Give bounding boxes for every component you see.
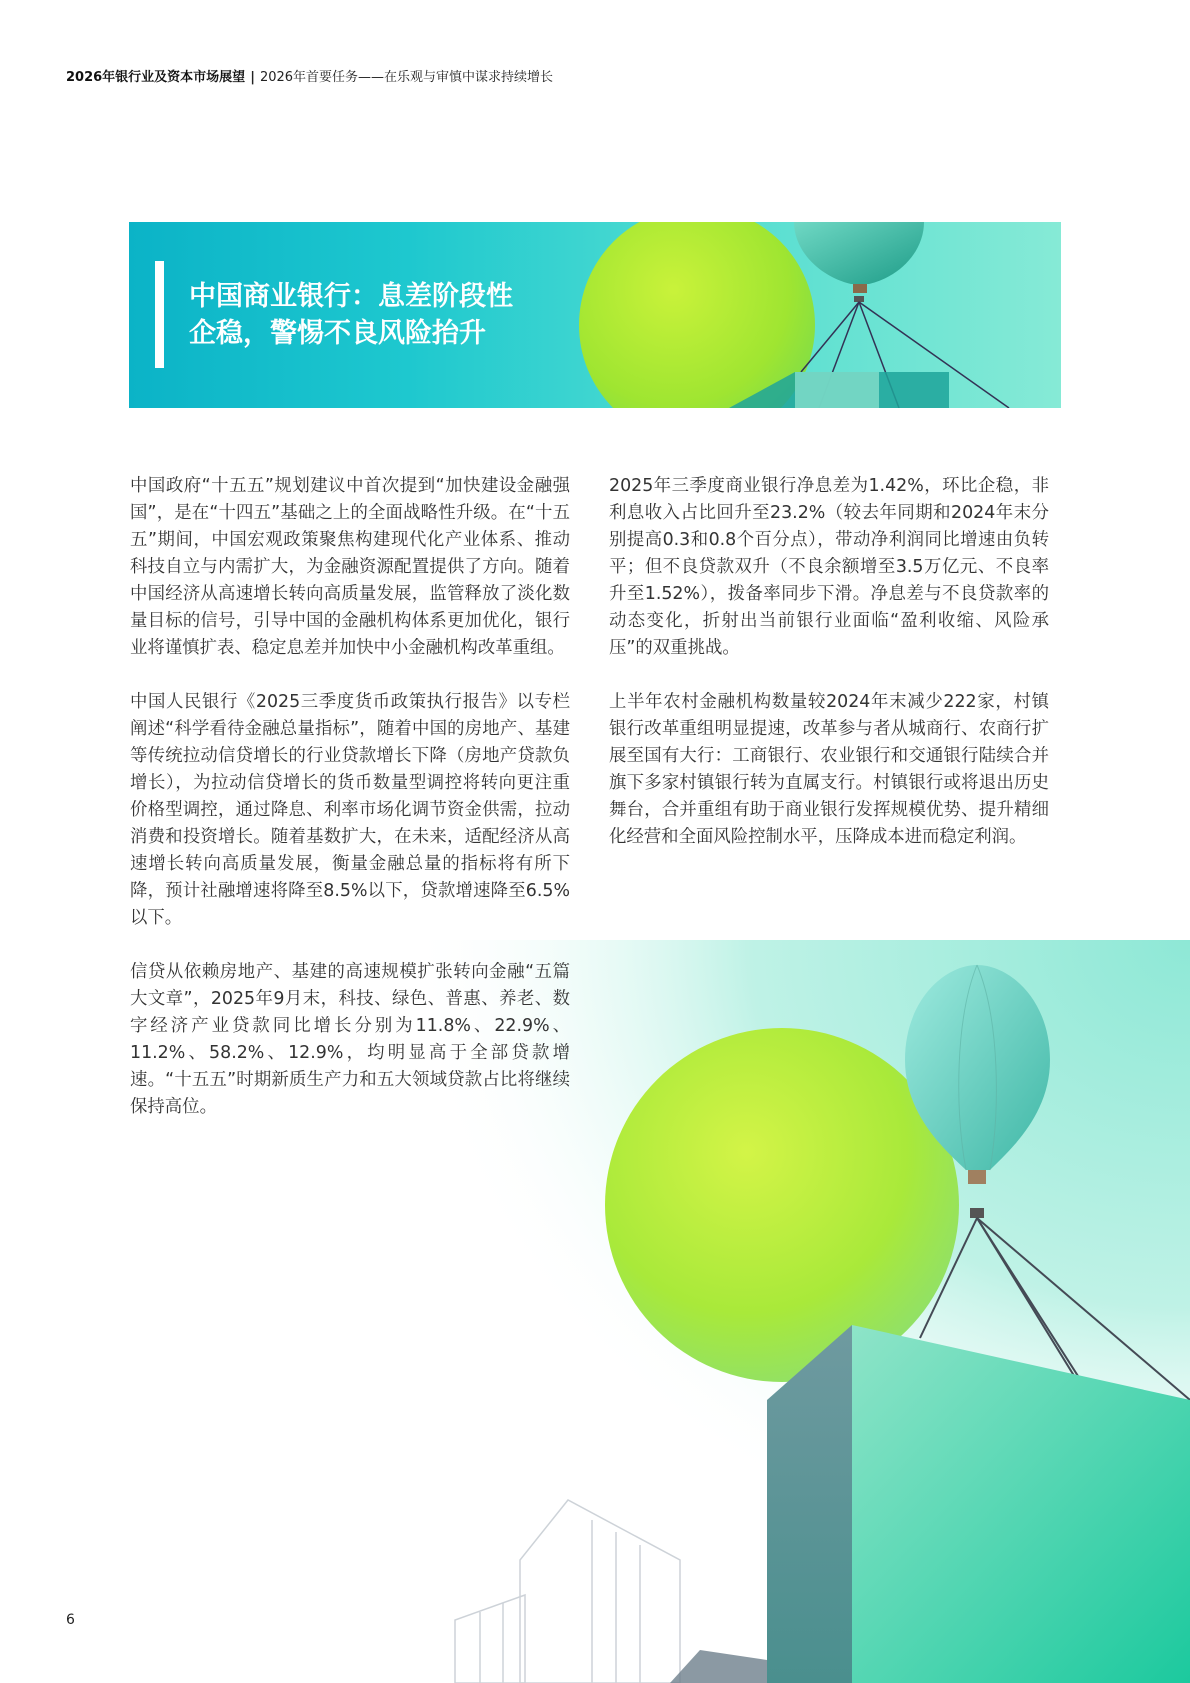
paragraph: 信贷从依赖房地产、基建的高速规模扩张转向金融“五篇大文章”，2025年9月末，科技、绿色、普惠、养老、数字经济产业贷款同比增长分别为11.8%、22.9%、11.2%、58.2%、12.9%，均明显高于全部贷款增速。“十五五”时期新质生产力和五大领域贷款占比将继续保持高位。 xyxy=(130,962,570,1117)
section-banner xyxy=(129,222,1061,408)
balloon-basket xyxy=(853,284,867,293)
section-title: 2026年首要任务——在乐观与审慎中谋求持续增长 xyxy=(259,70,554,85)
balloon-basket xyxy=(968,1170,986,1184)
page-number: 6 xyxy=(66,1612,75,1628)
banner-heading-line-2: 企稳，警惕不良风险抬升 xyxy=(189,318,486,349)
green-sphere xyxy=(579,222,815,408)
paragraph: 中国政府“十五五”规划建议中首次提到“加快建设金融强国”，是在“十四五”基础之上的全面战略性升级。在“十五五”期间，中国宏观政策聚焦构建现代化产业体系、推动科技自立与内需扩大，为金融资源配置提供了方向。随着中国经济从高速增长转向高质量发展，监管释放了淡化数量目标的信号，引导中国的金融机构体系更加优化，银行业将谨慎扩表、稳定息差并加快中小金融机构改革重组。 xyxy=(130,476,570,658)
paragraph: 上半年农村金融机构数量较2024年末减少222家，村镇银行改革重组明显提速，改革参与者从城商行、农商行扩展至国有大行：工商银行、农业银行和交通银行陆续合并旗下多家村镇银行转为直属支行。村镇银行或将退出历史舞台，合并重组有助于商业银行发挥规模优势、提升精细化经营和全面风险控制水平，压降成本进而稳定利润。 xyxy=(609,692,1049,847)
paragraph: 2025年三季度商业银行净息差为1.42%，环比企稳，非利息收入占比回升至23.2%（较去年同期和2024年末分别提高0.3和0.8个百分点），带动净利润同比增速由负转平；但不良贷款双升（不良余额增至3.5万亿元、不良率升至1.52%），拨备率同步下滑。净息差与不良贷款率的动态变化，折射出当前银行业面临“盈利收缩、风险承压”的双重挑战。 xyxy=(609,476,1049,658)
running-header xyxy=(66,66,553,85)
banner-accent-bar xyxy=(155,261,164,368)
balloon xyxy=(794,222,924,284)
green-sphere-large xyxy=(605,1028,959,1382)
report-title: 2026年银行业及资本市场展望 xyxy=(66,70,246,85)
right-column xyxy=(609,473,1049,878)
header-separator: | xyxy=(250,70,255,85)
banner-heading xyxy=(189,278,589,352)
paragraph: 中国人民银行《2025三季度货币政策执行报告》以专栏阐述“科学看待金融总量指标”，随着中国的房地产、基建等传统拉动信贷增长的行业贷款增长下降（房地产贷款负增长），为拉动信贷增长的货币数量型调控将转向更注重价格型调控，通过降息、利率市场化调节资金供需，拉动消费和投资增长。随着基数扩大，在未来，适配经济从高速增长转向高质量发展，衡量金融总量的指标将有所下降，预计社融增速将降至8.5%以下，贷款增速降至6.5%以下。 xyxy=(130,692,570,928)
banner-heading-line-1: 中国商业银行：息差阶段性 xyxy=(189,281,513,312)
left-column xyxy=(130,473,570,1148)
